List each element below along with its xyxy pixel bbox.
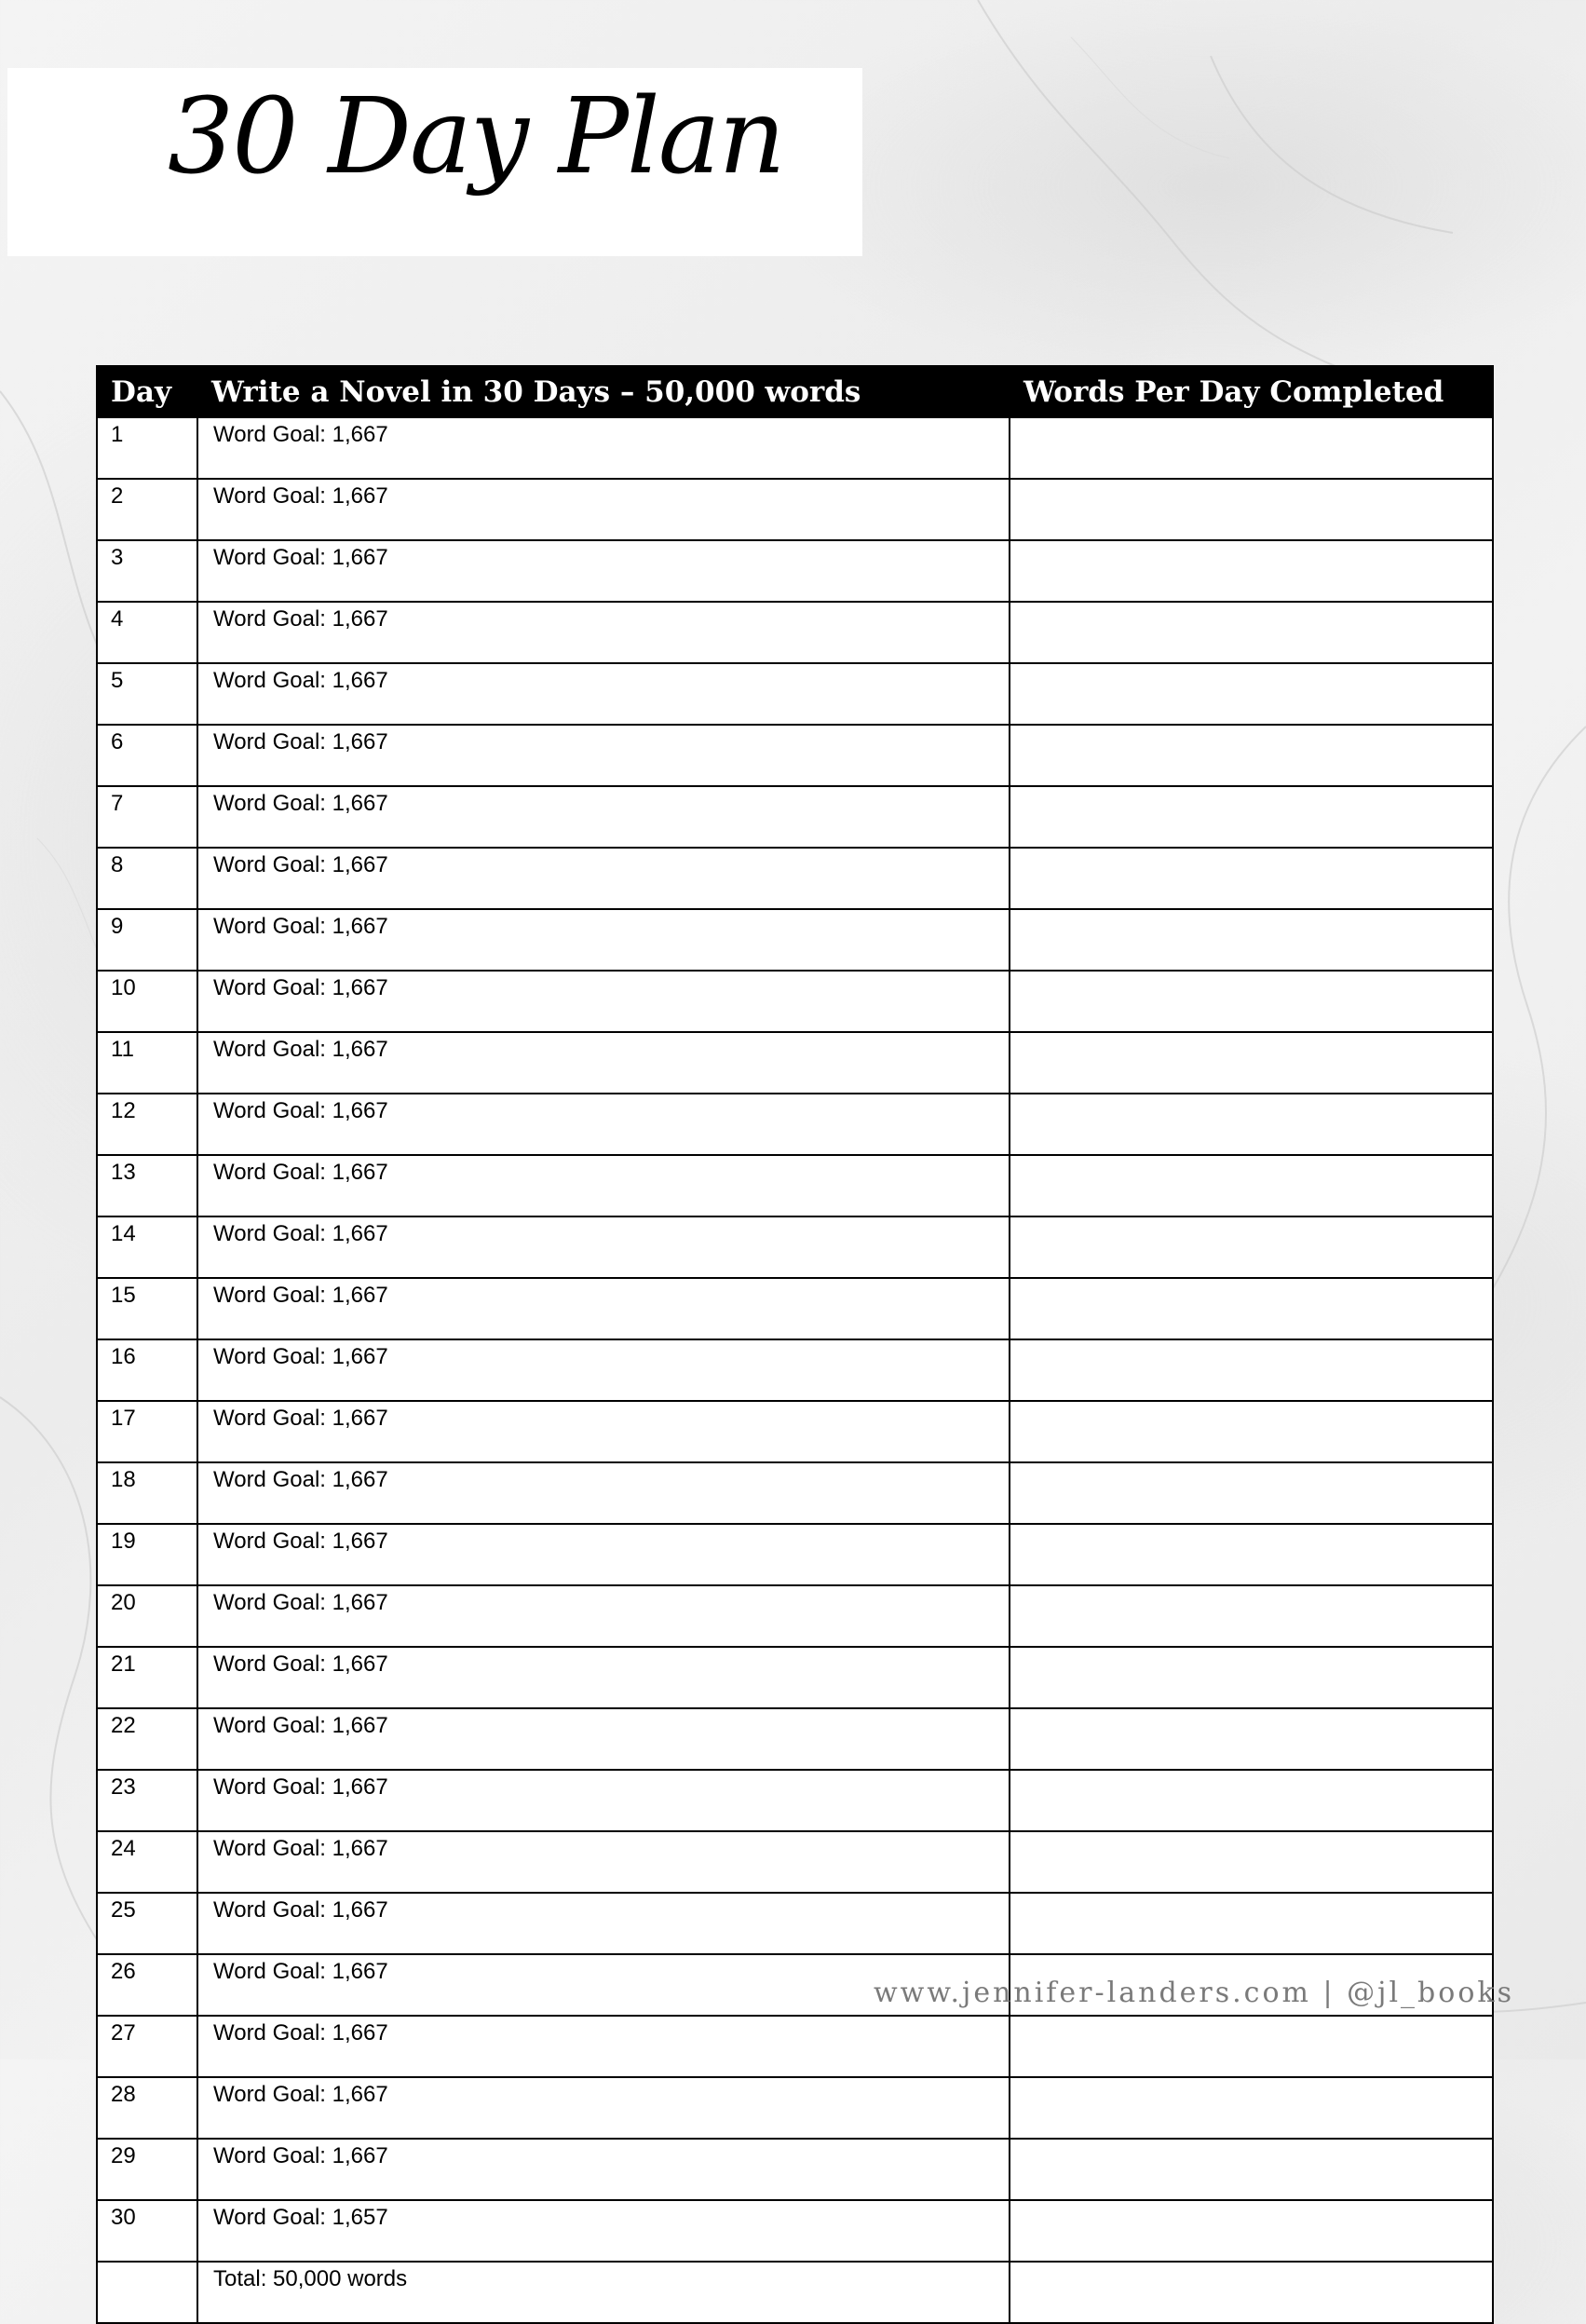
completed-cell[interactable] — [1010, 786, 1493, 848]
goal-cell: Word Goal: 1,667 — [197, 725, 1010, 786]
day-cell: 14 — [97, 1216, 197, 1278]
goal-cell: Word Goal: 1,667 — [197, 417, 1010, 479]
goal-cell: Word Goal: 1,667 — [197, 1708, 1010, 1770]
table-row — [97, 848, 1493, 909]
completed-cell[interactable] — [1010, 1401, 1493, 1462]
header-day: Day — [97, 366, 197, 417]
day-cell: 8 — [97, 848, 197, 909]
table-row — [97, 725, 1493, 786]
completed-cell[interactable] — [1010, 2139, 1493, 2200]
day-cell: 13 — [97, 1155, 197, 1216]
day-cell: 12 — [97, 1094, 197, 1155]
day-cell: 1 — [97, 417, 197, 479]
completed-cell[interactable] — [1010, 1708, 1493, 1770]
goal-cell: Word Goal: 1,657 — [197, 2200, 1010, 2262]
goal-cell: Word Goal: 1,667 — [197, 1893, 1010, 1954]
table-row — [97, 602, 1493, 663]
day-cell: 23 — [97, 1770, 197, 1831]
day-cell: 15 — [97, 1278, 197, 1339]
page-title: 30 Day Plan — [168, 76, 784, 197]
goal-cell: Word Goal: 1,667 — [197, 1954, 1010, 2016]
table-row — [97, 1339, 1493, 1401]
table-row — [97, 1770, 1493, 1831]
goal-cell: Word Goal: 1,667 — [197, 971, 1010, 1032]
goal-cell: Word Goal: 1,667 — [197, 1278, 1010, 1339]
completed-cell[interactable] — [1010, 1216, 1493, 1278]
day-cell: 30 — [97, 2200, 197, 2262]
goal-cell: Total: 50,000 words — [197, 2262, 1010, 2323]
table-row — [97, 1155, 1493, 1216]
completed-cell[interactable] — [1010, 1647, 1493, 1708]
day-cell: 11 — [97, 1032, 197, 1094]
table-row — [97, 1831, 1493, 1893]
goal-cell: Word Goal: 1,667 — [197, 1585, 1010, 1647]
completed-cell[interactable] — [1010, 479, 1493, 540]
completed-cell[interactable] — [1010, 1278, 1493, 1339]
completed-cell[interactable] — [1010, 1893, 1493, 1954]
day-cell: 17 — [97, 1401, 197, 1462]
completed-cell[interactable] — [1010, 2262, 1493, 2323]
table-header-row — [97, 366, 1493, 417]
goal-cell: Word Goal: 1,667 — [197, 2016, 1010, 2077]
day-cell: 9 — [97, 909, 197, 971]
completed-cell[interactable] — [1010, 1462, 1493, 1524]
completed-cell[interactable] — [1010, 1339, 1493, 1401]
completed-cell[interactable] — [1010, 602, 1493, 663]
day-cell: 25 — [97, 1893, 197, 1954]
completed-cell[interactable] — [1010, 540, 1493, 602]
table-row — [97, 540, 1493, 602]
table-row — [97, 479, 1493, 540]
table-row — [97, 1094, 1493, 1155]
goal-cell: Word Goal: 1,667 — [197, 1770, 1010, 1831]
completed-cell[interactable] — [1010, 1032, 1493, 1094]
day-cell: 6 — [97, 725, 197, 786]
day-cell: 21 — [97, 1647, 197, 1708]
goal-cell: Word Goal: 1,667 — [197, 786, 1010, 848]
day-cell: 2 — [97, 479, 197, 540]
table-row — [97, 1278, 1493, 1339]
completed-cell[interactable] — [1010, 909, 1493, 971]
goal-cell: Word Goal: 1,667 — [197, 909, 1010, 971]
table-row — [97, 786, 1493, 848]
table-row — [97, 1585, 1493, 1647]
completed-cell[interactable] — [1010, 1094, 1493, 1155]
goal-cell: Word Goal: 1,667 — [197, 1032, 1010, 1094]
table-row — [97, 2077, 1493, 2139]
table-row — [97, 663, 1493, 725]
table-row — [97, 2139, 1493, 2200]
day-cell: 26 — [97, 1954, 197, 2016]
day-cell: 27 — [97, 2016, 197, 2077]
table-row — [97, 2262, 1493, 2323]
day-cell: 7 — [97, 786, 197, 848]
completed-cell[interactable] — [1010, 1770, 1493, 1831]
goal-cell: Word Goal: 1,667 — [197, 2077, 1010, 2139]
completed-cell[interactable] — [1010, 1831, 1493, 1893]
table-row — [97, 971, 1493, 1032]
completed-cell[interactable] — [1010, 1524, 1493, 1585]
table-row — [97, 2200, 1493, 2262]
day-cell — [97, 2262, 197, 2323]
day-cell: 5 — [97, 663, 197, 725]
goal-cell: Word Goal: 1,667 — [197, 1094, 1010, 1155]
goal-cell: Word Goal: 1,667 — [197, 663, 1010, 725]
completed-cell[interactable] — [1010, 417, 1493, 479]
table-row — [97, 1524, 1493, 1585]
day-cell: 4 — [97, 602, 197, 663]
completed-cell[interactable] — [1010, 2016, 1493, 2077]
day-cell: 18 — [97, 1462, 197, 1524]
plan-table — [96, 365, 1494, 2324]
goal-cell: Word Goal: 1,667 — [197, 1462, 1010, 1524]
day-cell: 28 — [97, 2077, 197, 2139]
completed-cell[interactable] — [1010, 971, 1493, 1032]
completed-cell[interactable] — [1010, 1585, 1493, 1647]
goal-cell: Word Goal: 1,667 — [197, 1524, 1010, 1585]
table-row — [97, 2016, 1493, 2077]
table-row — [97, 1032, 1493, 1094]
goal-cell: Word Goal: 1,667 — [197, 1647, 1010, 1708]
day-cell: 24 — [97, 1831, 197, 1893]
completed-cell[interactable] — [1010, 663, 1493, 725]
table-body — [97, 417, 1493, 2323]
completed-cell[interactable] — [1010, 725, 1493, 786]
header-goal: Write a Novel in 30 Days – 50,000 words — [197, 366, 1010, 417]
completed-cell[interactable] — [1010, 2077, 1493, 2139]
day-cell: 3 — [97, 540, 197, 602]
header-completed: Words Per Day Completed — [1010, 366, 1493, 417]
completed-cell[interactable] — [1010, 848, 1493, 909]
completed-cell[interactable] — [1010, 1155, 1493, 1216]
day-cell: 16 — [97, 1339, 197, 1401]
table-row — [97, 1216, 1493, 1278]
completed-cell[interactable] — [1010, 2200, 1493, 2262]
footer-credit: www.jennifer-landers.com | @jl_books — [874, 1977, 1514, 2009]
table-row — [97, 909, 1493, 971]
table-row — [97, 1647, 1493, 1708]
day-cell: 29 — [97, 2139, 197, 2200]
goal-cell: Word Goal: 1,667 — [197, 2139, 1010, 2200]
table-row — [97, 417, 1493, 479]
table-row — [97, 1893, 1493, 1954]
goal-cell: Word Goal: 1,667 — [197, 1339, 1010, 1401]
table-row — [97, 1401, 1493, 1462]
day-cell: 22 — [97, 1708, 197, 1770]
goal-cell: Word Goal: 1,667 — [197, 848, 1010, 909]
goal-cell: Word Goal: 1,667 — [197, 1831, 1010, 1893]
goal-cell: Word Goal: 1,667 — [197, 1401, 1010, 1462]
goal-cell: Word Goal: 1,667 — [197, 479, 1010, 540]
table-row — [97, 1708, 1493, 1770]
day-cell: 10 — [97, 971, 197, 1032]
table-row — [97, 1462, 1493, 1524]
day-cell: 20 — [97, 1585, 197, 1647]
goal-cell: Word Goal: 1,667 — [197, 1216, 1010, 1278]
goal-cell: Word Goal: 1,667 — [197, 1155, 1010, 1216]
goal-cell: Word Goal: 1,667 — [197, 540, 1010, 602]
goal-cell: Word Goal: 1,667 — [197, 602, 1010, 663]
day-cell: 19 — [97, 1524, 197, 1585]
